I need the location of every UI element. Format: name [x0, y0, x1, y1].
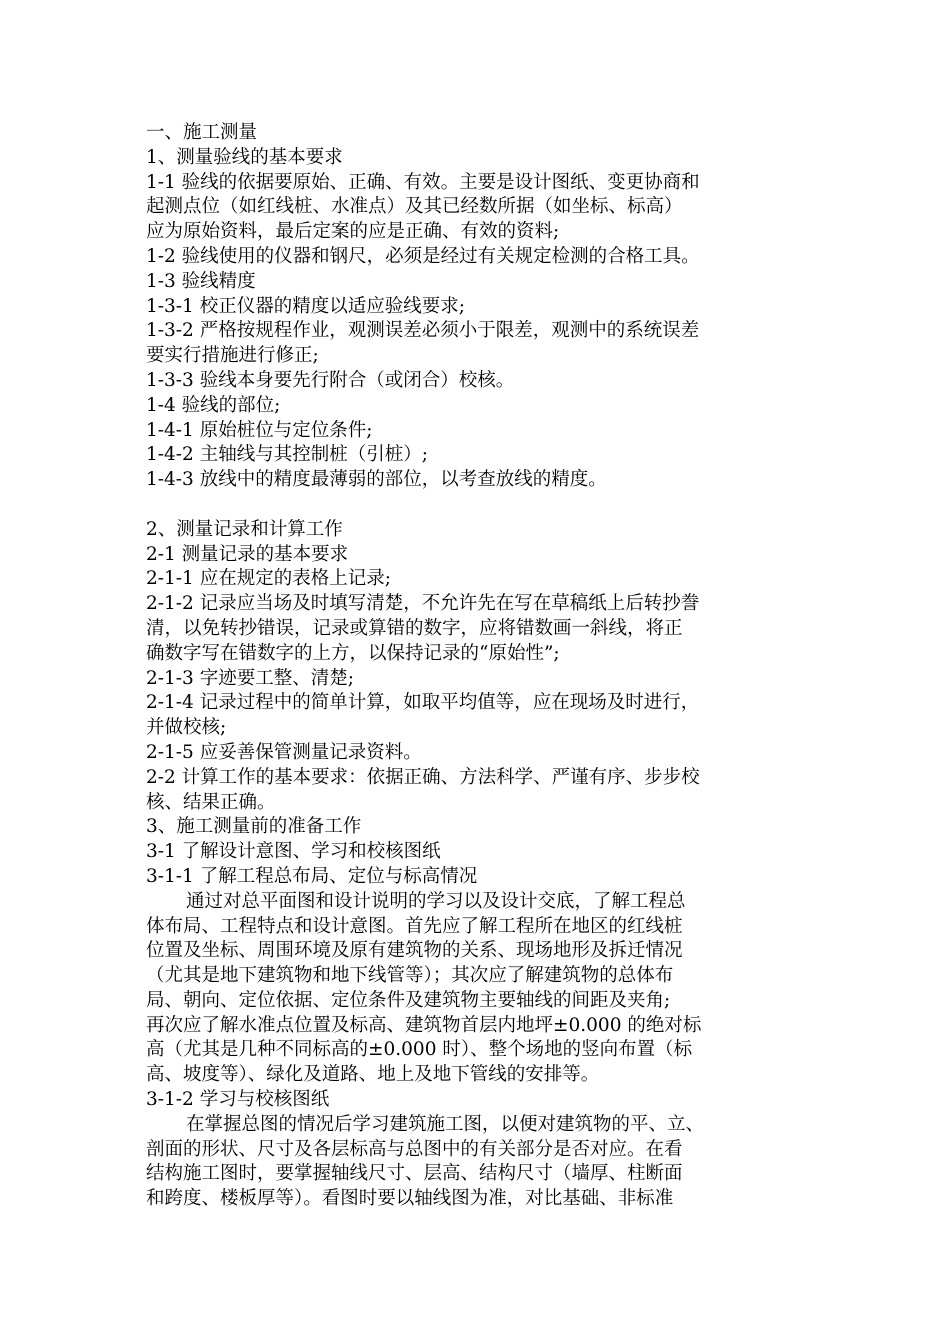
- paragraph-line: 再次应了解水准点位置及标高、建筑物首层内地坪±0.000 的绝对标: [146, 1014, 702, 1036]
- paragraph-line: 1-4-1 原始桩位与定位条件;: [146, 419, 373, 441]
- subsection-heading: 3-1-1 了解工程总布局、定位与标高情况: [146, 865, 478, 887]
- subsection-heading: 1-3 验线精度: [146, 270, 256, 292]
- paragraph-line: 1-1 验线的依据要原始、正确、有效。主要是设计图纸、变更协商和: [146, 171, 700, 193]
- subsection-heading: 1-4 验线的部位;: [146, 394, 281, 416]
- paragraph-line: 2-1-3 字迹要工整、清楚;: [146, 667, 354, 689]
- paragraph-line: 位置及坐标、周围环境及原有建筑物的关系、现场地形及拆迁情况: [146, 940, 683, 962]
- subsection-heading: 3-1-2 学习与校核图纸: [146, 1089, 330, 1111]
- paragraph-line: 清，以免转抄错误，记录或算错的数字，应将错数画一斜线，将正: [146, 617, 683, 639]
- paragraph-line: 1-3-3 验线本身要先行附合（或闭合）校核。: [146, 369, 515, 391]
- paragraph-line: 1-3-1 校正仪器的精度以适应验线要求;: [146, 295, 465, 317]
- paragraph-line: 1-4-2 主轴线与其控制桩（引桩）;: [146, 444, 428, 466]
- subsection-heading: 2-1 测量记录的基本要求: [146, 543, 349, 565]
- paragraph-line: 1-3-2 严格按规程作业，观测误差必须小于限差，观测中的系统误差: [146, 320, 700, 342]
- document-body: [146, 121, 818, 1212]
- subsection-heading: 3-1 了解设计意图、学习和校核图纸: [146, 841, 441, 863]
- paragraph-line: 并做校核;: [146, 717, 227, 739]
- blank-line: [146, 493, 818, 518]
- paragraph-line: 1-4-3 放线中的精度最薄弱的部位，以考查放线的精度。: [146, 469, 607, 491]
- paragraph-line: 2-2 计算工作的基本要求：依据正确、方法科学、严谨有序、步步校: [146, 766, 700, 788]
- heading-construction-survey: 一、施工测量: [146, 122, 258, 143]
- paragraph-line: 2-1-4 记录过程中的简单计算，如取平均值等，应在现场及时进行，: [146, 692, 700, 714]
- paragraph-line: 2-1-2 记录应当场及时填写清楚，不允许先在写在草稿纸上后转抄誊: [146, 593, 700, 615]
- paragraph-line: 2-1-1 应在规定的表格上记录;: [146, 568, 391, 590]
- section-heading: 1、测量验线的基本要求: [146, 146, 343, 168]
- paragraph-line: 和跨度、楼板厚等）。看图时要以轴线图为准，对比基础、非标准: [146, 1188, 674, 1210]
- paragraph-line: 确数字写在错数字的上方，以保持记录的“原始性”;: [146, 642, 560, 664]
- paragraph-line: 起测点位（如红线桩、水准点）及其已经数所据（如坐标、标高）: [146, 196, 683, 218]
- section-heading: 3、施工测量前的准备工作: [146, 816, 362, 838]
- paragraph-line: 2-1-5 应妥善保管测量记录资料。: [146, 741, 422, 763]
- paragraph-line: 在掌握总图的情况后学习建筑施工图，以便对建筑物的平、立、: [186, 1113, 705, 1135]
- paragraph-line: 局、朝向、定位依据、定位条件及建筑物主要轴线的间距及夹角;: [146, 989, 671, 1011]
- paragraph-line: 剖面的形状、尺寸及各层标高与总图中的有关部分是否对应。在看: [146, 1138, 683, 1160]
- paragraph-line: 应为原始资料，最后定案的应是正确、有效的资料;: [146, 221, 560, 243]
- paragraph-line: 高（尤其是几种不同标高的±0.000 时）、整个场地的竖向布置（标: [146, 1039, 693, 1061]
- section-heading: 2、测量记录和计算工作: [146, 518, 343, 540]
- paragraph-line: 体布局、工程特点和设计意图。首先应了解工程所在地区的红线桩: [146, 915, 683, 937]
- paragraph-line: 结构施工图时，要掌握轴线尺寸、层高、结构尺寸（墙厚、柱断面: [146, 1163, 683, 1185]
- paragraph-line: 通过对总平面图和设计说明的学习以及设计交底，了解工程总: [186, 890, 686, 912]
- paragraph-line: 要实行措施进行修正;: [146, 345, 319, 367]
- paragraph-line: （尤其是地下建筑物和地下线管等）；其次应了解建筑物的总体布: [146, 965, 674, 987]
- paragraph-line: 1-2 验线使用的仪器和钢尺，必须是经过有关规定检测的合格工具。: [146, 245, 700, 267]
- paragraph-line: 核、结果正确。: [146, 791, 276, 813]
- paragraph-line: 高、坡度等）、绿化及道路、地上及地下管线的安排等。: [146, 1064, 600, 1086]
